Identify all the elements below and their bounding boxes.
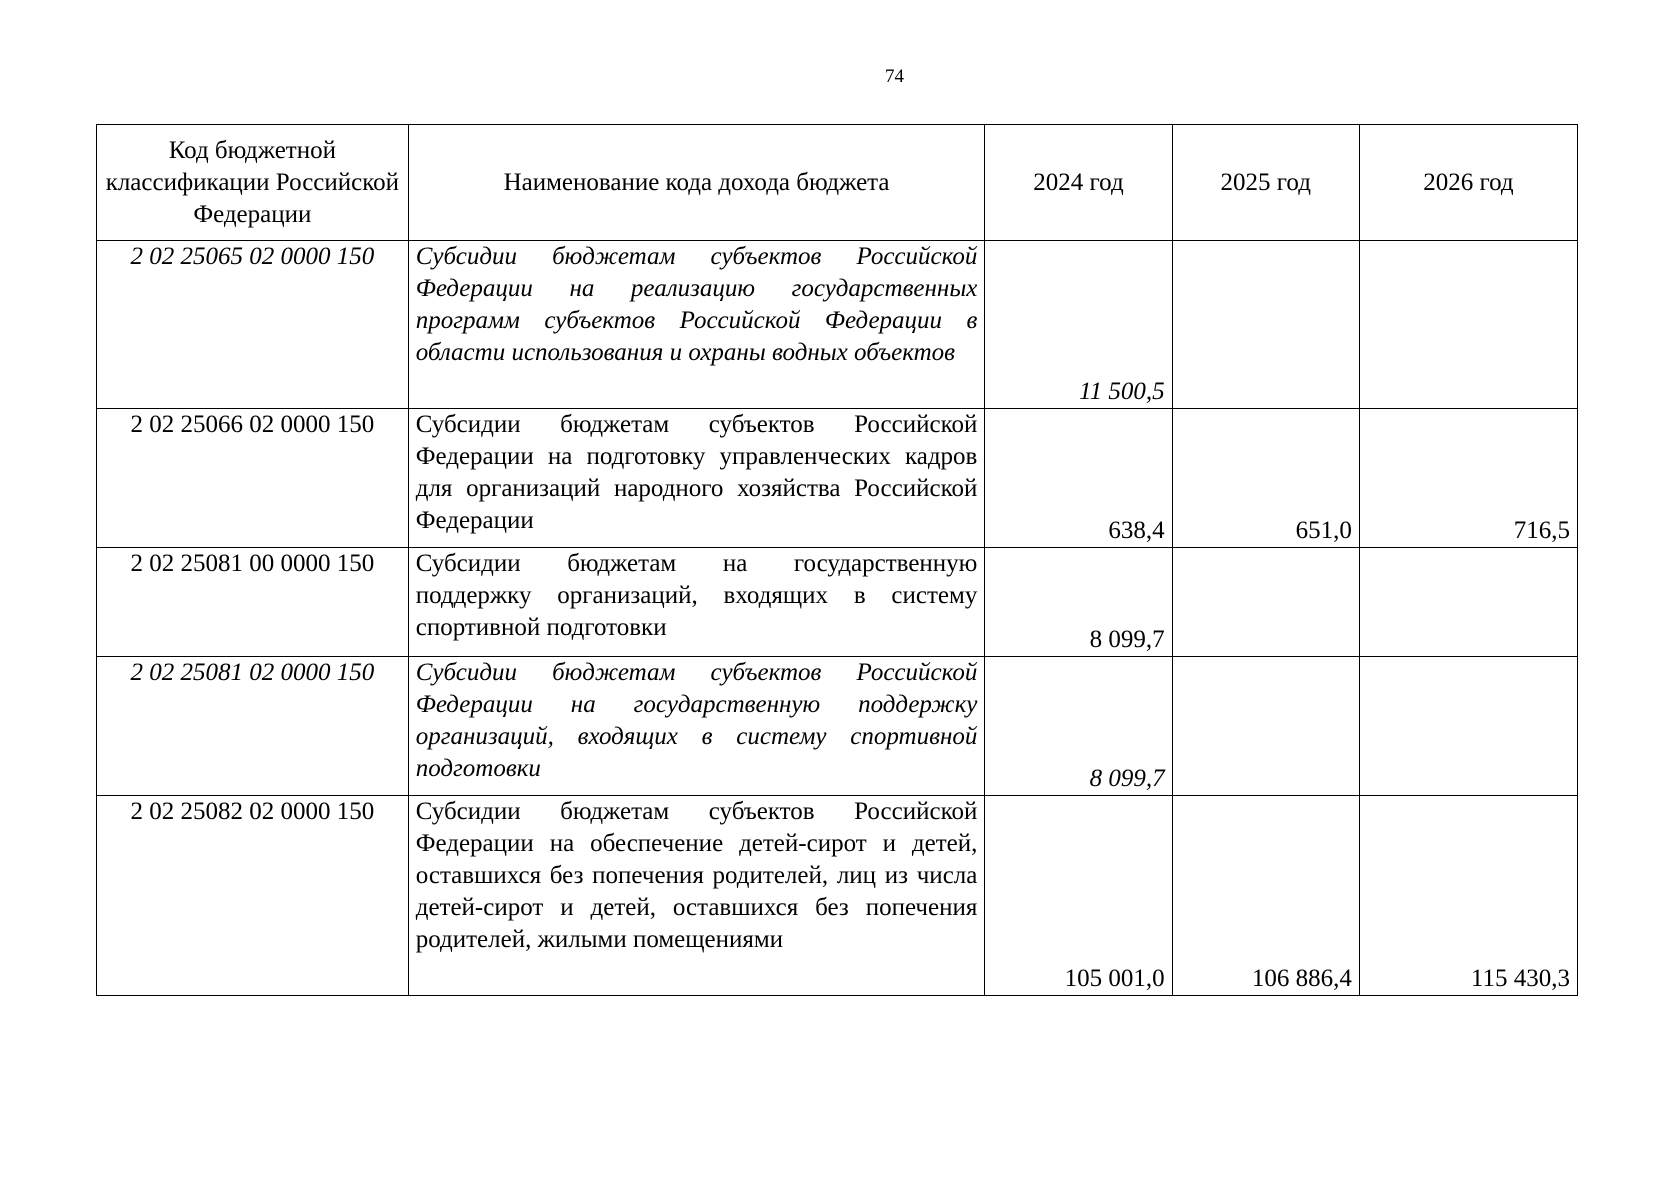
cell-2026 [1359, 548, 1577, 657]
header-name: Наименование кода дохода бюджета [408, 125, 985, 241]
header-2024: 2024 год [985, 125, 1172, 241]
cell-2025 [1172, 241, 1359, 409]
cell-name: Субсидии бюджетам субъектов Российской Федерации на подготовку управленческих кадров для организаций народного хозяйства Российской Федерации [408, 409, 985, 548]
cell-2026 [1359, 241, 1577, 409]
header-code: Код бюджетной классификации Российской Федерации [97, 125, 409, 241]
cell-code: 2 02 25082 02 0000 150 [97, 796, 409, 996]
table-header [97, 125, 1578, 241]
cell-code: 2 02 25066 02 0000 150 [97, 409, 409, 548]
table-row [97, 241, 1578, 409]
cell-2025: 106 886,4 [1172, 796, 1359, 996]
cell-2026: 716,5 [1359, 409, 1577, 548]
cell-2024: 11 500,5 [985, 241, 1172, 409]
cell-2024: 8 099,7 [985, 548, 1172, 657]
cell-2024: 638,4 [985, 409, 1172, 548]
cell-code: 2 02 25081 02 0000 150 [97, 657, 409, 796]
header-2025: 2025 год [1172, 125, 1359, 241]
cell-name: Субсидии бюджетам субъектов Российской Федерации на реализацию государственных программ субъектов Российской Федерации в области использования и охраны водных объектов [408, 241, 985, 409]
cell-name: Субсидии бюджетам на государственную поддержку организаций, входящих в систему спортивной подготовки [408, 548, 985, 657]
table-row [97, 796, 1578, 996]
table-body [97, 241, 1578, 996]
cell-name: Субсидии бюджетам субъектов Российской Федерации на обеспечение детей-сирот и детей, оставшихся без попечения родителей, лиц из числа детей-сирот и детей, оставшихся без попечения родителей, жилыми помещениями [408, 796, 985, 996]
cell-code: 2 02 25081 00 0000 150 [97, 548, 409, 657]
header-row [97, 125, 1578, 241]
header-2026: 2026 год [1359, 125, 1577, 241]
cell-2026 [1359, 657, 1577, 796]
budget-revenue-table [96, 124, 1578, 996]
cell-2025: 651,0 [1172, 409, 1359, 548]
cell-2024: 105 001,0 [985, 796, 1172, 996]
table-row [97, 548, 1578, 657]
table-row [97, 657, 1578, 796]
table-row [97, 409, 1578, 548]
cell-2025 [1172, 548, 1359, 657]
cell-name: Субсидии бюджетам субъектов Российской Федерации на государственную поддержку организаций, входящих в систему спортивной подготовки [408, 657, 985, 796]
cell-2025 [1172, 657, 1359, 796]
cell-code: 2 02 25065 02 0000 150 [97, 241, 409, 409]
page-number: 74 [885, 66, 904, 87]
cell-2026: 115 430,3 [1359, 796, 1577, 996]
cell-2024: 8 099,7 [985, 657, 1172, 796]
